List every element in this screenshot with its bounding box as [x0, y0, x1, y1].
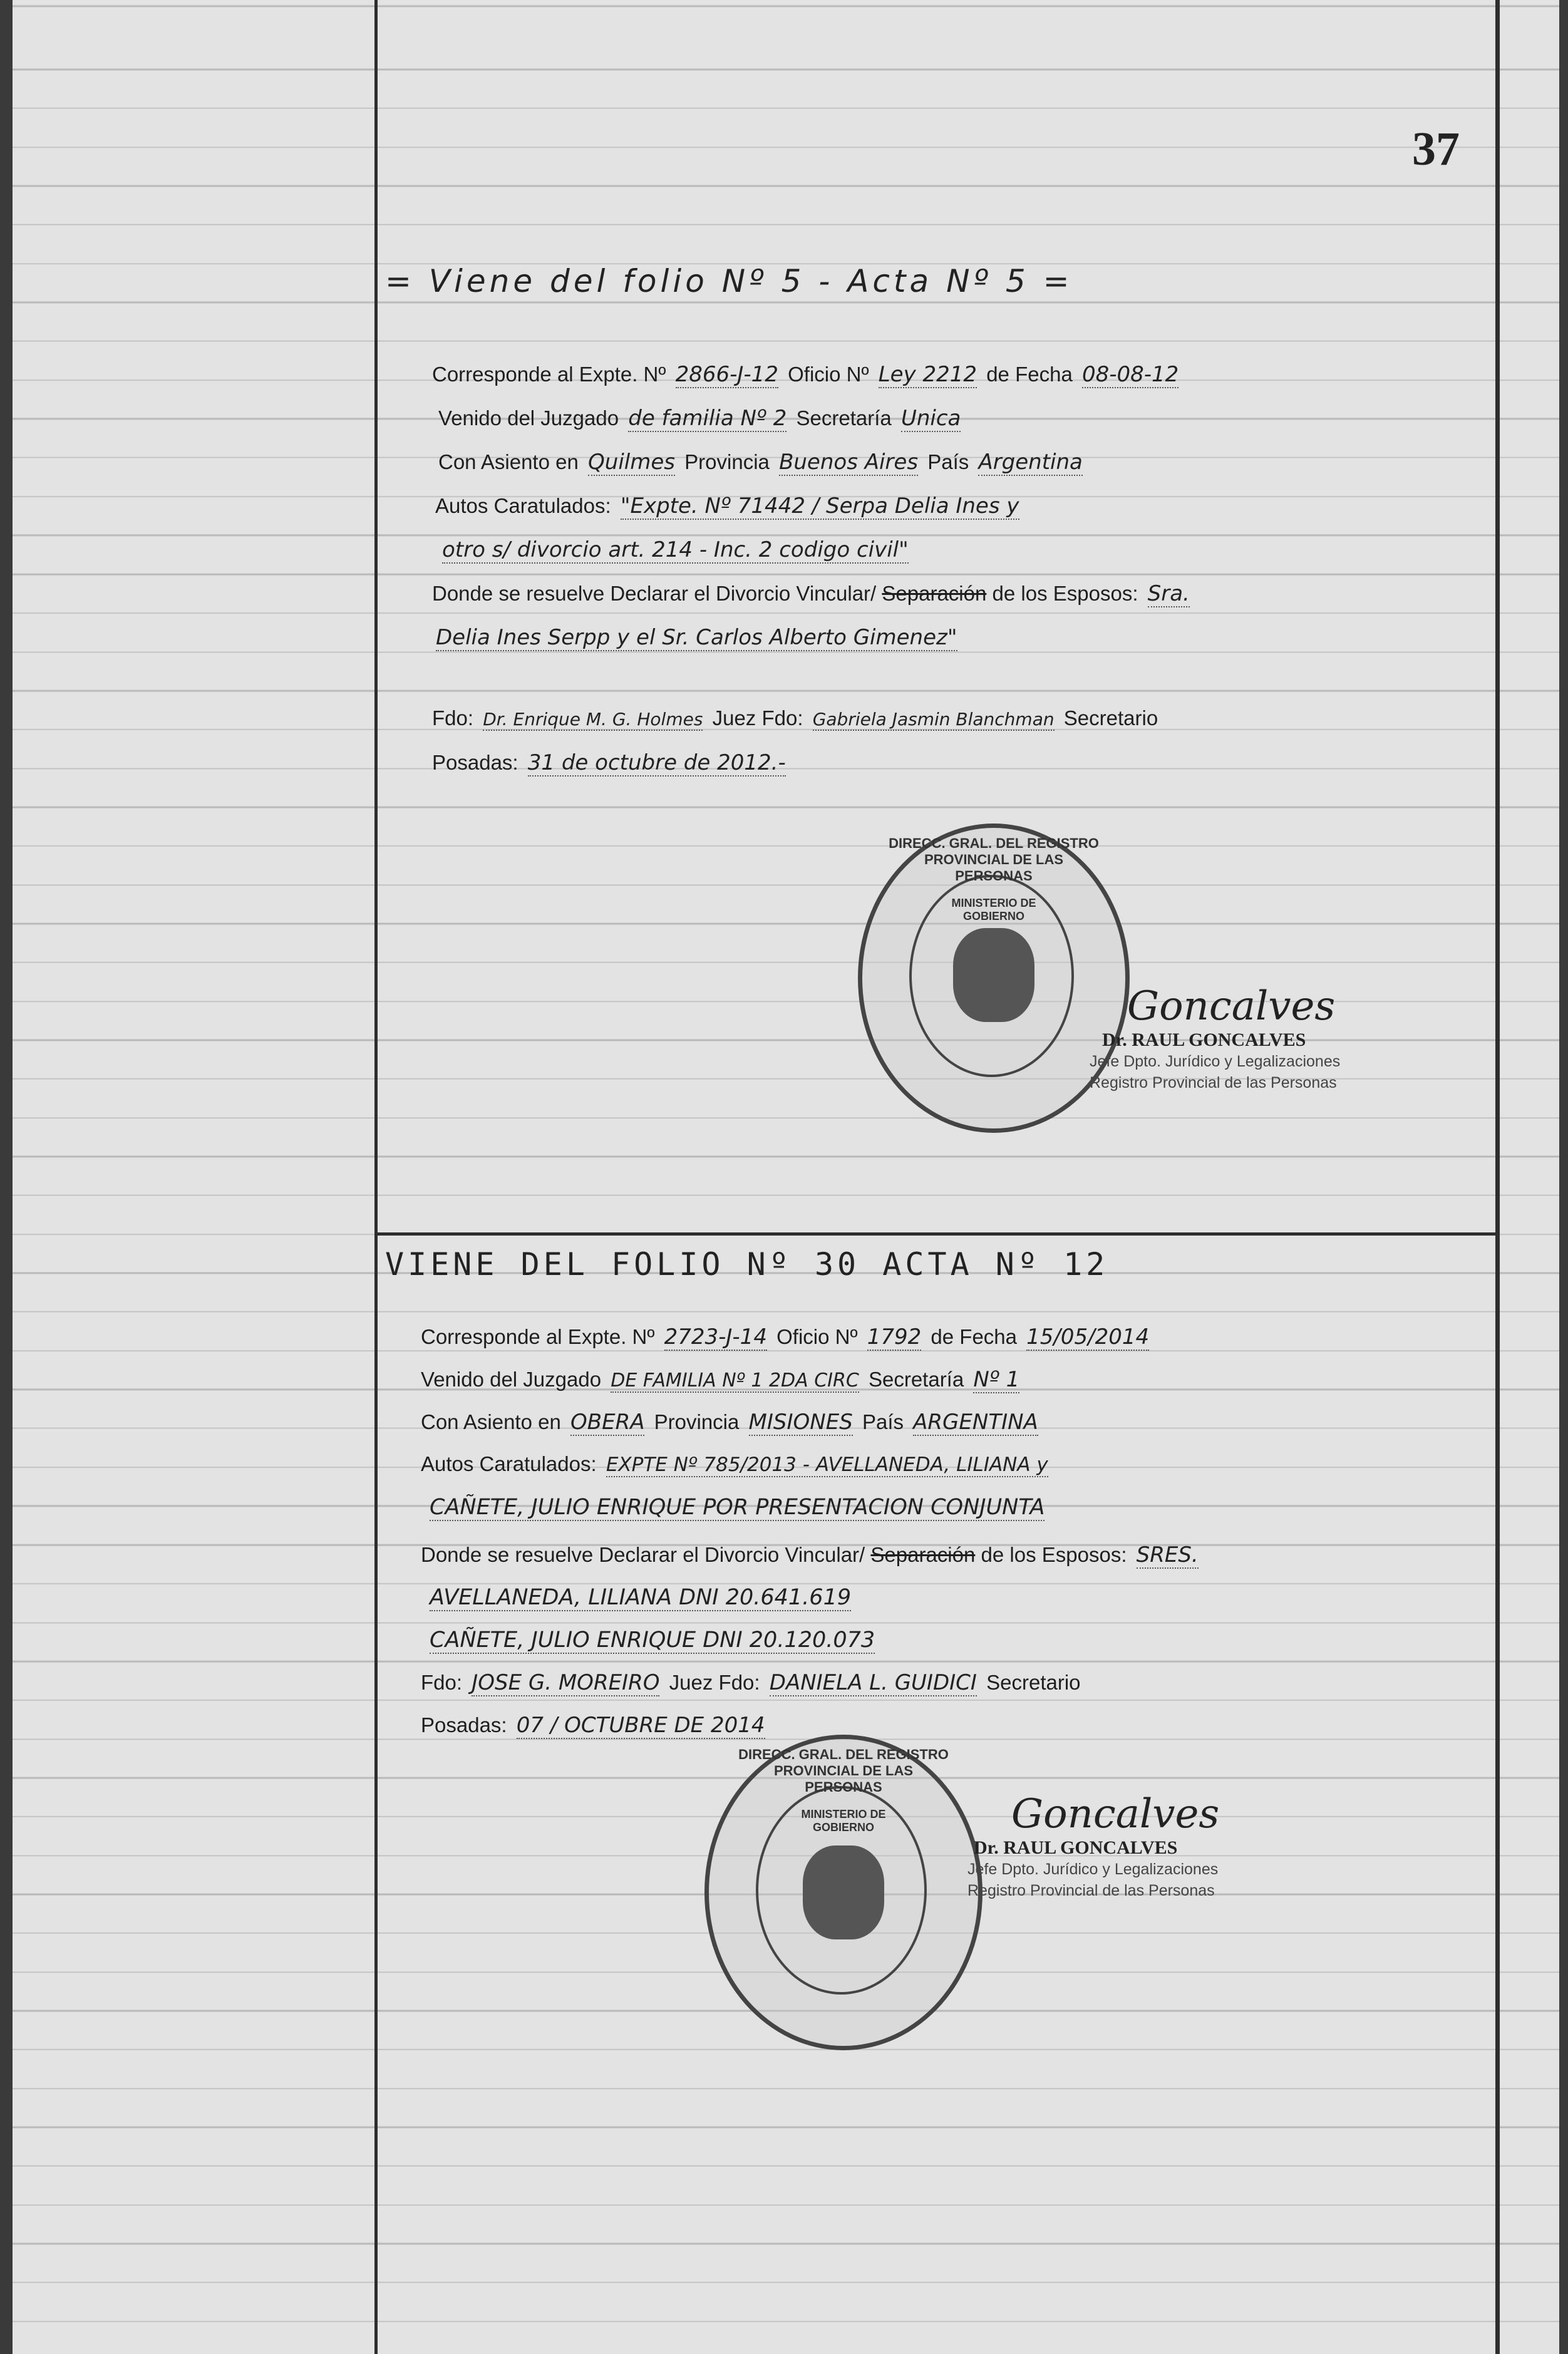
esposos-value-1: Sra. [1147, 581, 1190, 606]
oficio-label: Oficio Nº [776, 1325, 858, 1348]
entry-1-autos-line-2 [438, 537, 912, 564]
entry-separator-rule [378, 1232, 1495, 1236]
entry-1-autos-line [435, 493, 1023, 520]
signatory-role-1b: Registro Provincial de las Personas [1090, 1074, 1337, 1092]
fecha-value: 08-08-12 [1081, 362, 1179, 387]
signatory-role-1a: Jefe Dpto. Jurídico y Legalizaciones [1090, 1053, 1341, 1070]
autos-value-2: otro s/ divorcio art. 214 - Inc. 2 codigo civil" [442, 537, 909, 562]
coat-of-arms-emblem [803, 1846, 884, 1939]
posadas-label: Posadas: [432, 751, 518, 774]
coat-of-arms-emblem [953, 928, 1034, 1022]
autos-value-2: CAÑETE, JULIO ENRIQUE POR PRESENTACION CONJUNTA [430, 1495, 1045, 1520]
signature-block-2 [967, 1791, 1219, 1901]
secretaria-label: Secretaría [868, 1368, 964, 1391]
pais-label: País [862, 1410, 904, 1433]
esposos-value-2: AVELLANEDA, LILIANA DNI 20.641.619 [430, 1585, 852, 1610]
autos-value-1: "Expte. Nº 71442 / Serpa Delia Ines y [620, 493, 1019, 519]
esposos-value-1: SRES. [1136, 1542, 1199, 1567]
entry-1-asiento-line [438, 450, 1086, 476]
expte-label: Corresponde al Expte. Nº [432, 363, 666, 386]
fecha-label: de Fecha [931, 1325, 1017, 1348]
donde-label: Donde se resuelve Declarar el Divorcio Vincular/ [421, 1543, 865, 1566]
separacion-struck: Separación [870, 1543, 976, 1566]
signature-1: Goncalves [1127, 983, 1336, 1030]
entry-2-expte-line [421, 1324, 1153, 1351]
autos-label: Autos Caratulados: [421, 1452, 597, 1475]
fdo2-label: Fdo: [761, 706, 803, 730]
juez-label: Juez [669, 1671, 713, 1694]
entry-1-firmas-line [432, 706, 1158, 731]
juez-value: Dr. Enrique M. G. Holmes [483, 709, 703, 730]
registry-stamp-1 [858, 823, 1130, 1133]
signature-block-1 [1090, 983, 1340, 1093]
fdo-label: Fdo: [432, 706, 474, 730]
scan-edge-right [1559, 0, 1568, 2354]
pais-value: Argentina [978, 450, 1083, 475]
expte-value: 2866-J-12 [675, 362, 778, 387]
entry-1-donde-line [432, 581, 1194, 607]
asiento-label: Con Asiento en [438, 450, 579, 473]
left-margin-rule [374, 0, 378, 2354]
esposos-label: de los Esposos: [992, 582, 1138, 605]
secretario-label: Secretario [986, 1671, 1081, 1694]
secretaria-label: Secretaría [796, 406, 892, 430]
asiento-label: Con Asiento en [421, 1410, 561, 1433]
secretaria-value: Nº 1 [973, 1367, 1020, 1392]
expte-value: 2723-J-14 [664, 1324, 767, 1350]
stamp-outer-text: DIRECC. GRAL. DEL REGISTRO PROVINCIAL DE LAS PERSONAS [889, 835, 1099, 884]
entry-2-autos-line [421, 1452, 1052, 1477]
stamp-outer-text: DIRECC. GRAL. DEL REGISTRO PROVINCIAL DE LAS PERSONAS [738, 1747, 949, 1795]
provincia-label: Provincia [654, 1410, 740, 1433]
entry-1-esposos-line [432, 625, 961, 651]
juez-value: JOSE G. MOREIRO [472, 1670, 660, 1695]
registry-stamp-2 [704, 1735, 983, 2050]
expte-label: Corresponde al Expte. Nº [421, 1325, 655, 1348]
signatory-name-1: Dr. RAUL GONCALVES [1102, 1030, 1306, 1050]
oficio-label: Oficio Nº [788, 363, 869, 386]
signatory-name-2: Dr. RAUL GONCALVES [974, 1837, 1178, 1858]
autos-value-1: EXPTE Nº 785/2013 - AVELLANEDA, LILIANA y [606, 1453, 1048, 1476]
entry-2-juzgado-line [421, 1367, 1023, 1393]
page-number: 37 [1412, 123, 1460, 175]
oficio-value: Ley 2212 [878, 362, 977, 387]
entry-2-posadas-line [421, 1713, 769, 1739]
juzgado-value: DE FAMILIA Nº 1 2DA CIRC [611, 1370, 859, 1391]
entry-2-header: VIENE DEL FOLIO Nº 30 ACTA Nº 12 [385, 1246, 1109, 1283]
secretario-label: Secretario [1063, 706, 1158, 730]
signature-2: Goncalves [1011, 1791, 1220, 1837]
juez-label: Juez [712, 706, 756, 730]
entry-2-esposo-2-line [426, 1628, 879, 1654]
pais-value: ARGENTINA [913, 1410, 1038, 1435]
secretaria-value: Unica [900, 406, 961, 431]
signatory-role-2a: Jefe Dpto. Jurídico y Legalizaciones [967, 1861, 1219, 1878]
entry-1-expte-line [432, 362, 1182, 388]
pais-label: País [927, 450, 969, 473]
juzgado-label: Venido del Juzgado [438, 406, 619, 430]
posadas-value: 07 / OCTUBRE DE 2014 [516, 1713, 765, 1738]
entry-1-posadas-line [432, 750, 790, 777]
fecha-label: de Fecha [986, 363, 1073, 386]
esposos-value-2: Delia Ines Serpp y el Sr. Carlos Alberto Gimenez" [436, 625, 957, 650]
entry-1-header: = Viene del folio Nº 5 - Acta Nº 5 = [385, 263, 1073, 299]
fecha-value: 15/05/2014 [1026, 1324, 1150, 1350]
scan-edge-left [0, 0, 13, 2354]
provincia-value: Buenos Aires [779, 450, 919, 475]
juzgado-value: de familia Nº 2 [628, 406, 787, 431]
autos-label: Autos Caratulados: [435, 494, 611, 517]
juzgado-label: Venido del Juzgado [421, 1368, 602, 1391]
secretario-value: DANIELA L. GUIDICI [769, 1670, 977, 1695]
donde-label: Donde se resuelve Declarar el Divorcio Vincular/ [432, 582, 877, 605]
entry-2-firmas-line [421, 1670, 1081, 1696]
entry-2-asiento-line [421, 1410, 1042, 1436]
stamp-inner-text: MINISTERIO DE GOBIERNO [951, 897, 1036, 922]
provincia-value: MISIONES [748, 1410, 853, 1435]
oficio-value: 1792 [867, 1324, 922, 1350]
esposos-label: de los Esposos: [981, 1543, 1127, 1566]
fdo2-label: Fdo: [718, 1671, 760, 1694]
posadas-value: 31 de octubre de 2012.- [527, 750, 786, 775]
stamp-inner-text: MINISTERIO DE GOBIERNO [801, 1808, 886, 1834]
separacion-struck: Separación [882, 582, 987, 605]
asiento-value: Quilmes [588, 450, 675, 475]
provincia-label: Provincia [684, 450, 770, 473]
secretario-value: Gabriela Jasmin Blanchman [812, 709, 1055, 730]
esposos-value-3: CAÑETE, JULIO ENRIQUE DNI 20.120.073 [430, 1628, 875, 1653]
entry-2-esposo-1-line [426, 1585, 855, 1611]
signatory-role-2b: Registro Provincial de las Personas [967, 1882, 1215, 1899]
entry-2-donde-line [421, 1542, 1202, 1569]
entry-1-juzgado-line [438, 406, 964, 432]
fdo-label: Fdo: [421, 1671, 463, 1694]
right-margin-rule [1495, 0, 1500, 2354]
posadas-label: Posadas: [421, 1713, 507, 1737]
entry-2-autos-line-2 [426, 1495, 1048, 1521]
asiento-value: OBERA [570, 1410, 645, 1435]
